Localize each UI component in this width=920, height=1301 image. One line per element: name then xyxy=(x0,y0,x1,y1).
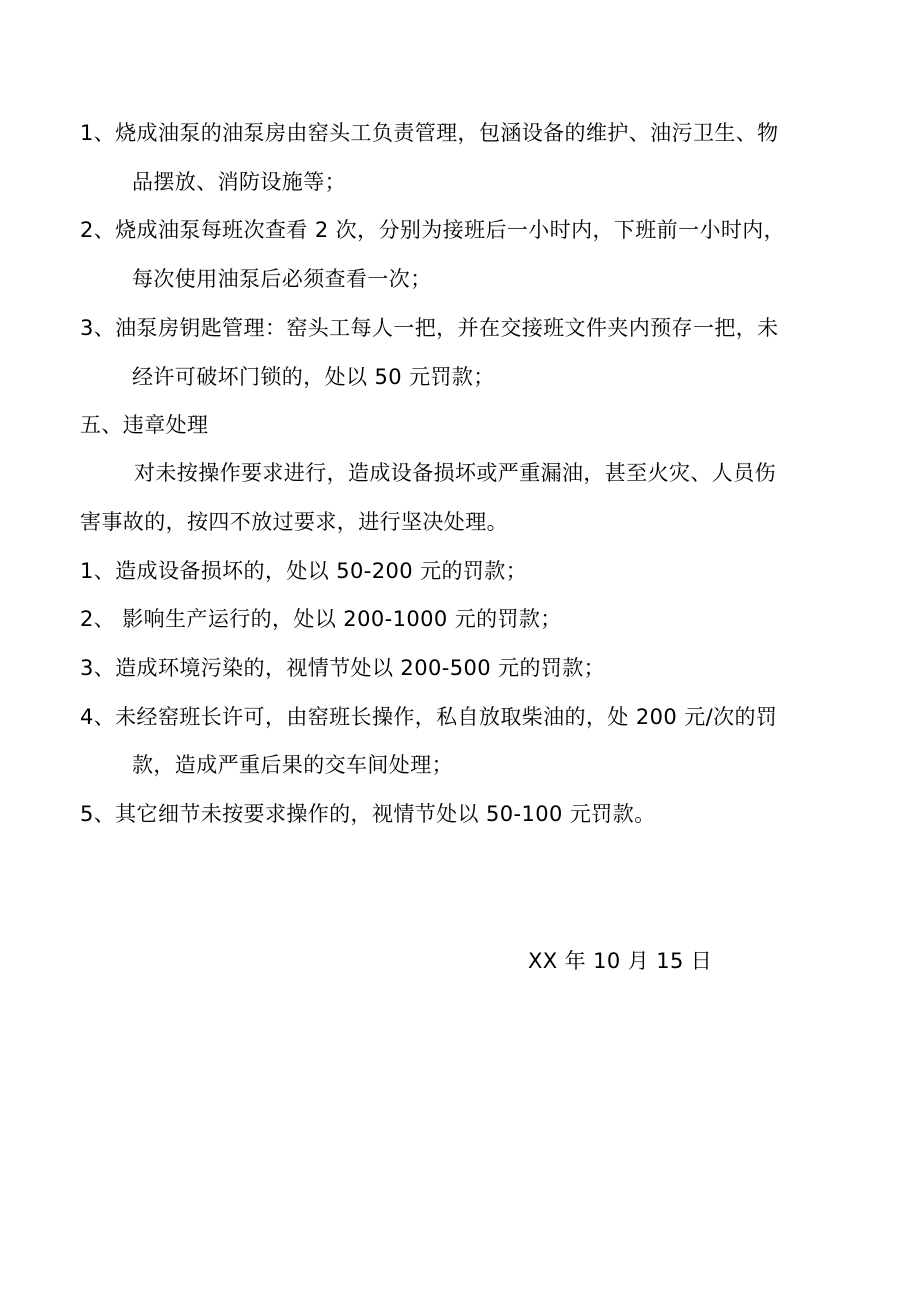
item-3-line-2: 经许可破坏门锁的，处以 50 元罚款； xyxy=(132,365,495,389)
penalty-5: 5、其它细节未按要求操作的，视情节处以 50-100 元罚款。 xyxy=(80,802,656,826)
document-date: XX 年 10 月 15 日 xyxy=(528,949,713,973)
item-1-line-2: 品摆放、消防设施等； xyxy=(132,170,346,194)
penalty-1: 1、造成设备损坏的，处以 50-200 元的罚款； xyxy=(80,559,528,583)
penalty-4-line-2: 款，造成严重后果的交车间处理； xyxy=(132,753,453,777)
penalty-4-line-1: 4、未经窑班长许可，由窑班长操作，私自放取柴油的，处 200 元/次的罚 xyxy=(80,705,778,729)
item-3-line-1: 3、油泵房钥匙管理：窑头工每人一把，并在交接班文件夹内预存一把，未 xyxy=(80,316,779,340)
intro-line-1: 对未按操作要求进行，造成设备损坏或严重漏油，甚至火灾、人员伤 xyxy=(134,461,776,485)
penalty-2: 2、 影响生产运行的，处以 200-1000 元的罚款； xyxy=(80,607,562,631)
item-1-line-1: 1、烧成油泵的油泵房由窑头工负责管理，包涵设备的维护、油污卫生、物 xyxy=(80,121,779,145)
item-2-line-1: 2、烧成油泵每班次查看 2 次，分别为接班后一小时内，下班前一小时内， xyxy=(80,218,786,242)
section-heading: 五、违章处理 xyxy=(80,413,209,437)
intro-line-2: 害事故的，按四不放过要求，进行坚决处理。 xyxy=(80,510,508,534)
penalty-3: 3、造成环境污染的，视情节处以 200-500 元的罚款； xyxy=(80,656,606,680)
item-2-line-2: 每次使用油泵后必须查看一次； xyxy=(132,267,432,291)
